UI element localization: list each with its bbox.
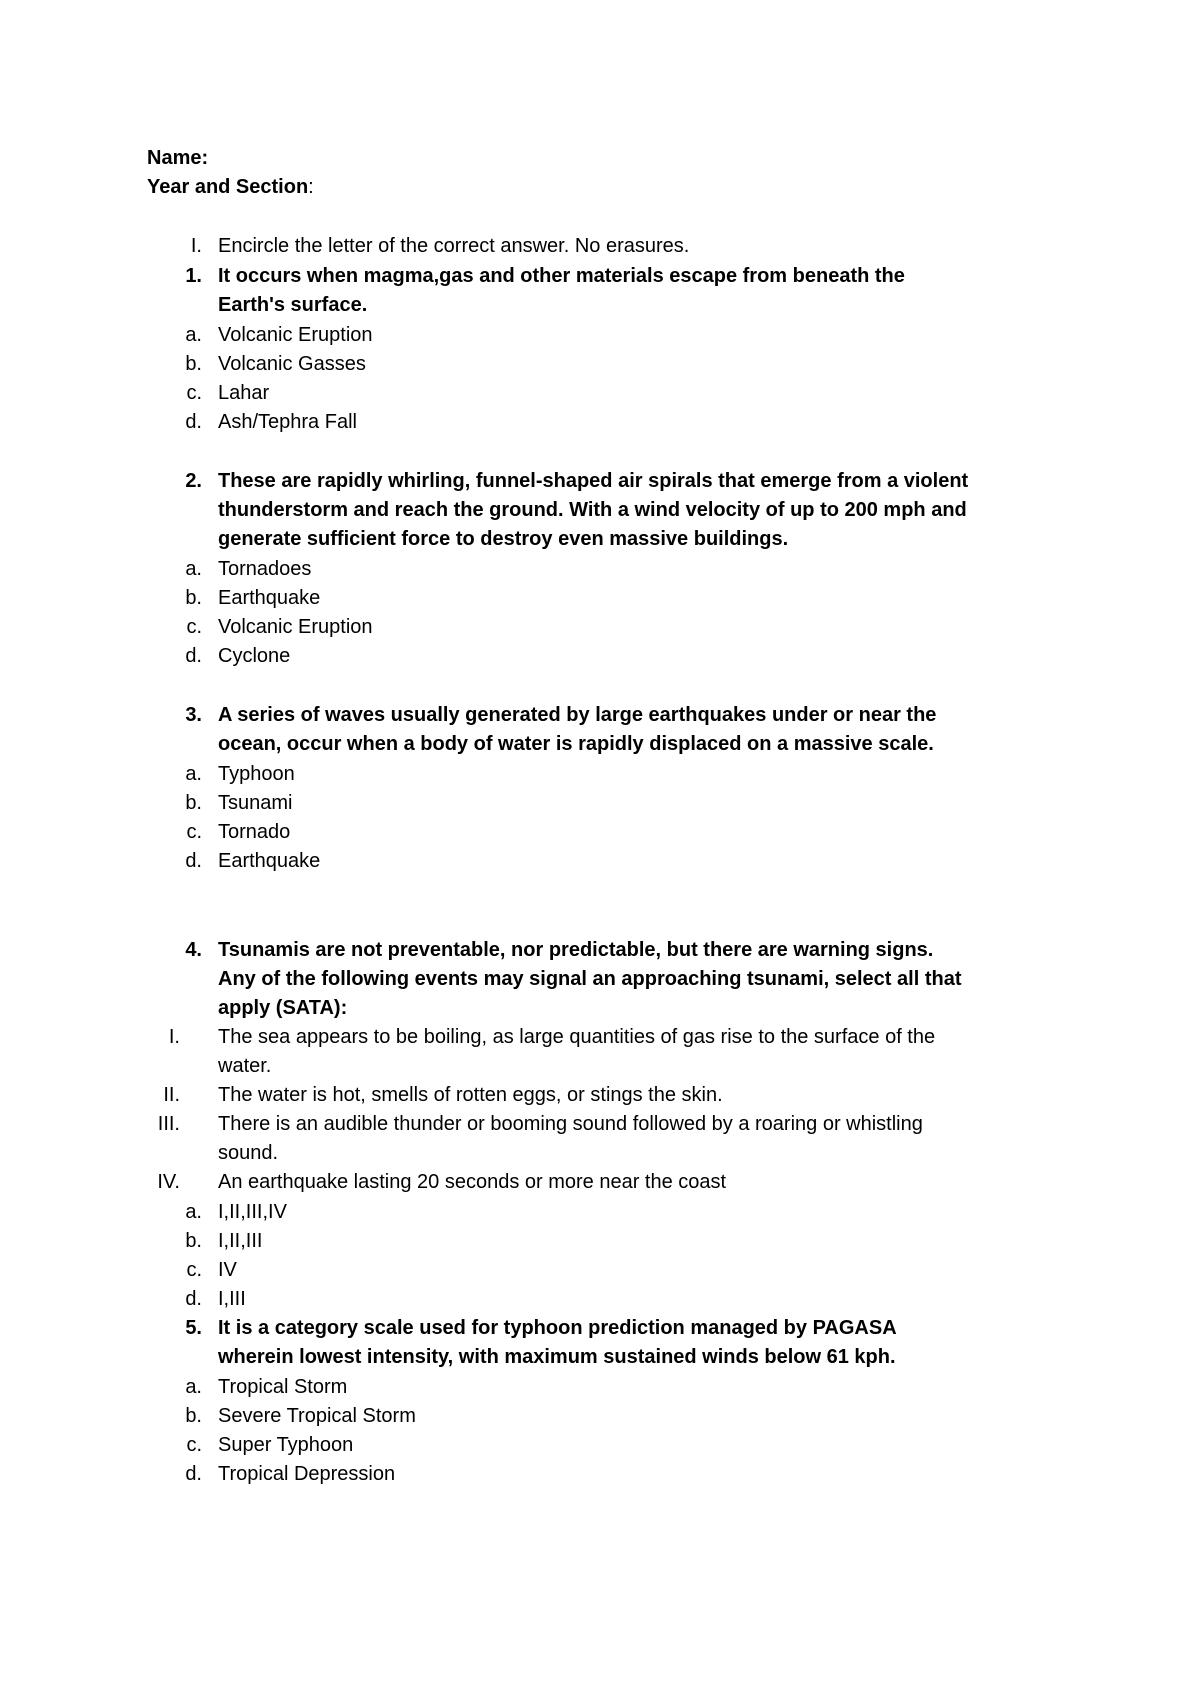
question-number: 5. <box>185 1317 202 1339</box>
option-letter: a. <box>185 1201 202 1223</box>
option-text: Tropical Depression <box>218 1463 396 1485</box>
question-number: 2. <box>185 470 202 492</box>
year-section-label: Year and Section <box>147 176 309 198</box>
question-text-line: Any of the following events may signal an approaching tsunami, select all that <box>218 968 962 990</box>
statement-numeral: I. <box>168 1026 180 1048</box>
option-text: Lahar <box>218 382 270 404</box>
option-text: Super Typhoon <box>218 1434 354 1456</box>
option-text: Volcanic Eruption <box>218 324 373 346</box>
option-text: Ash/Tephra Fall <box>218 411 357 433</box>
statement-text-line: water. <box>218 1055 272 1077</box>
question-text-line: Earth's surface. <box>218 294 368 316</box>
question-number: 4. <box>185 939 202 961</box>
option-letter: a. <box>185 1376 202 1398</box>
question-text-line: Tsunamis are not preventable, nor predictable, but there are warning signs. <box>218 939 934 961</box>
option-text: Volcanic Eruption <box>218 616 373 638</box>
question-text-line: These are rapidly whirling, funnel-shaped air spirals that emerge from a violent <box>218 470 969 492</box>
option-text: IV <box>218 1259 237 1281</box>
option-text: Tsunami <box>218 792 293 814</box>
option-text: I,II,III <box>218 1230 263 1252</box>
option-text: Severe Tropical Storm <box>218 1405 416 1427</box>
option-text: Earthquake <box>218 850 321 872</box>
option-letter: a. <box>185 558 202 580</box>
option-letter: c. <box>186 821 202 843</box>
question-text-line: wherein lowest intensity, with maximum sustained winds below 61 kph. <box>218 1346 896 1368</box>
question-text-line: apply (SATA): <box>218 997 348 1019</box>
option-letter: c. <box>186 1259 202 1281</box>
year-section-field-label <box>147 173 314 202</box>
question-text-line: generate sufficient force to destroy even massive buildings. <box>218 528 789 550</box>
option-text: Cyclone <box>218 645 291 667</box>
option-letter: b. <box>185 587 202 609</box>
option-text: Volcanic Gasses <box>218 353 366 375</box>
question-number: 1. <box>185 265 202 287</box>
option-text: Earthquake <box>218 587 321 609</box>
option-text: Tornado <box>218 821 291 843</box>
question-text-line: ocean, occur when a body of water is rapidly displaced on a massive scale. <box>218 733 934 755</box>
option-text: I,III <box>218 1288 246 1310</box>
option-letter: c. <box>186 616 202 638</box>
statement-text-line: There is an audible thunder or booming sound followed by a roaring or whistling <box>218 1113 923 1135</box>
statement-text-line: An earthquake lasting 20 seconds or more near the coast <box>218 1171 727 1193</box>
option-letter: b. <box>185 792 202 814</box>
question-text-line: A series of waves usually generated by large earthquakes under or near the <box>218 704 937 726</box>
option-letter: d. <box>185 1463 202 1485</box>
question-text-line: It occurs when magma,gas and other materials escape from beneath the <box>218 265 905 287</box>
option-letter: c. <box>186 382 202 404</box>
statement-numeral: II. <box>163 1084 180 1106</box>
option-letter: d. <box>185 645 202 667</box>
section-marker: I. <box>190 235 202 257</box>
option-text: I,II,III,IV <box>218 1201 287 1223</box>
option-letter: d. <box>185 1288 202 1310</box>
statement-numeral: IV. <box>157 1171 180 1193</box>
name-field-label <box>147 144 208 173</box>
option-letter: a. <box>185 324 202 346</box>
statement-text-line: The sea appears to be boiling, as large quantities of gas rise to the surface of the <box>218 1026 936 1048</box>
option-letter: b. <box>185 1230 202 1252</box>
statement-text-line: sound. <box>218 1142 279 1164</box>
statement-text-line: The water is hot, smells of rotten eggs, or stings the skin. <box>218 1084 723 1106</box>
option-letter: b. <box>185 353 202 375</box>
option-text: Tropical Storm <box>218 1376 348 1398</box>
statement-numeral: III. <box>157 1113 180 1135</box>
option-text: Tornadoes <box>218 558 312 580</box>
option-letter: d. <box>185 850 202 872</box>
question-text-line: It is a category scale used for typhoon prediction managed by PAGASA <box>218 1317 897 1339</box>
instruction-text: Encircle the letter of the correct answer. No erasures. <box>218 235 690 257</box>
question-text-line: thunderstorm and reach the ground. With a wind velocity of up to 200 mph and <box>218 499 967 521</box>
option-letter: b. <box>185 1405 202 1427</box>
year-section-colon: : <box>308 176 314 198</box>
option-letter: d. <box>185 411 202 433</box>
option-letter: c. <box>186 1434 202 1456</box>
option-letter: a. <box>185 763 202 785</box>
question-number: 3. <box>185 704 202 726</box>
option-text: Typhoon <box>218 763 295 785</box>
name-label: Name: <box>147 147 209 169</box>
